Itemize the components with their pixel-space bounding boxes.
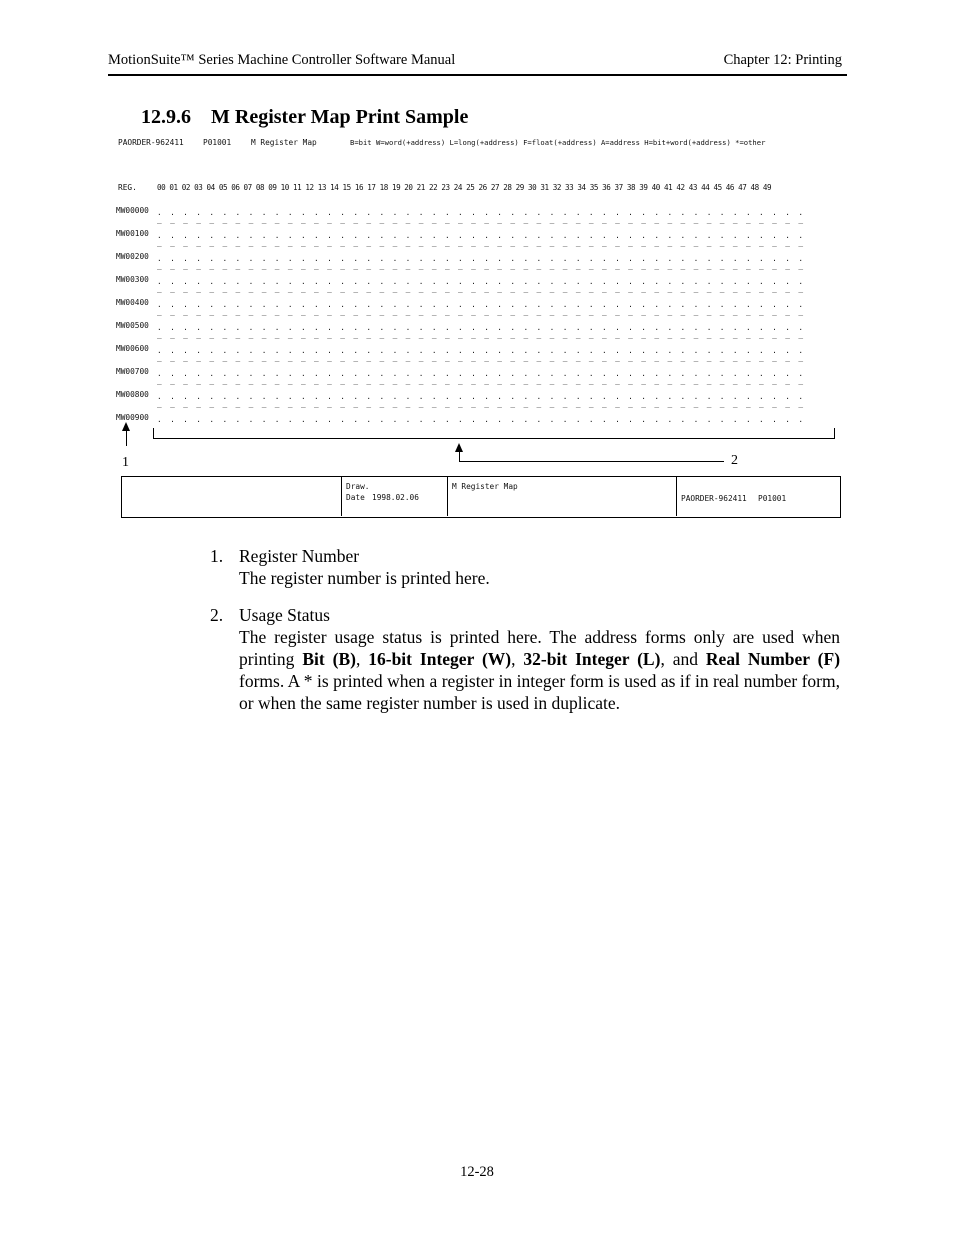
header-rule [108,74,847,76]
printout-program: P01001 [203,138,232,147]
register-row-separator: _ _ _ _ _ _ _ _ _ _ _ _ _ _ _ _ _ _ _ _ _ _ _ _ _ _ _ _ _ _ _ _ _ _ _ _ _ _ _ _ _ _ _ _ _ _ _ _ _ _ [157,284,805,293]
register-row-label: MW00600 [116,344,149,353]
text-run: forms. A * is printed when a register in integer form is used as if in real number form, or when the same register number is used in duplicate. [239,671,840,713]
register-row-label: MW00400 [116,298,149,307]
list-item-number: 2. [210,605,224,625]
text-run: , and [660,649,706,669]
running-header-chapter: Chapter 12: Printing [723,52,842,68]
register-row-label: MW00300 [116,275,149,284]
register-row-label: MW00700 [116,367,149,376]
bold-term-bit: Bit (B) [302,649,356,669]
register-row-dots: . . . . . . . . . . . . . . . . . . . . . . . . . . . . . . . . . . . . . . . . . . . . . . . . . . [157,369,805,378]
printout-title: M Register Map [251,138,317,147]
footer-divider-1 [341,476,342,516]
list-item-heading: Register Number [239,546,360,566]
section-heading [141,106,468,129]
register-row-dots: . . . . . . . . . . . . . . . . . . . . . . . . . . . . . . . . . . . . . . . . . . . . . . . . . . [157,254,805,263]
register-row-label: MW00500 [116,321,149,330]
register-row-dots: . . . . . . . . . . . . . . . . . . . . . . . . . . . . . . . . . . . . . . . . . . . . . . . . . . [157,346,805,355]
register-row-separator: _ _ _ _ _ _ _ _ _ _ _ _ _ _ _ _ _ _ _ _ _ _ _ _ _ _ _ _ _ _ _ _ _ _ _ _ _ _ _ _ _ _ _ _ _ _ _ _ _ _ [157,261,805,270]
register-row-separator: _ _ _ _ _ _ _ _ _ _ _ _ _ _ _ _ _ _ _ _ _ _ _ _ _ _ _ _ _ _ _ _ _ _ _ _ _ _ _ _ _ _ _ _ _ _ _ _ _ _ [157,215,805,224]
footer-draw-label: Draw. [346,482,370,491]
list-item-number: 1. [210,546,224,566]
usage-bracket [153,428,835,439]
callout-2-label: 2 [731,453,738,468]
register-row-dots: . . . . . . . . . . . . . . . . . . . . . . . . . . . . . . . . . . . . . . . . . . . . . . . . . . [157,392,805,401]
register-row-dots: . . . . . . . . . . . . . . . . . . . . . . . . . . . . . . . . . . . . . . . . . . . . . . . . . . [157,323,805,332]
list-item-heading: Usage Status [239,605,330,625]
text-run: , [511,649,524,669]
register-row-separator: _ _ _ _ _ _ _ _ _ _ _ _ _ _ _ _ _ _ _ _ _ _ _ _ _ _ _ _ _ _ _ _ _ _ _ _ _ _ _ _ _ _ _ _ _ _ _ _ _ _ [157,238,805,247]
section-number: 12.9.6 [141,106,191,128]
list-item-text: The register number is printed here. [239,568,490,588]
register-row-label: MW00000 [116,206,149,215]
footer-date-label: Date [346,493,365,502]
printout-legend: B=bit W=word(+address) L=long(+address) F=float(+address) A=address H=bit+word(+address) *=other [350,138,766,147]
register-row-label: MW00200 [116,252,149,261]
bold-term-32bit: 32-bit Integer (L) [523,649,661,669]
register-row-dots: . . . . . . . . . . . . . . . . . . . . . . . . . . . . . . . . . . . . . . . . . . . . . . . . . . [157,300,805,309]
register-row-separator: _ _ _ _ _ _ _ _ _ _ _ _ _ _ _ _ _ _ _ _ _ _ _ _ _ _ _ _ _ _ _ _ _ _ _ _ _ _ _ _ _ _ _ _ _ _ _ _ _ _ [157,376,805,385]
explanation-list [210,545,840,729]
list-item-text [239,626,840,714]
register-row-label: MW00800 [116,390,149,399]
register-row-separator: _ _ _ _ _ _ _ _ _ _ _ _ _ _ _ _ _ _ _ _ _ _ _ _ _ _ _ _ _ _ _ _ _ _ _ _ _ _ _ _ _ _ _ _ _ _ _ _ _ _ [157,399,805,408]
column-numbers: 00 01 02 03 04 05 06 07 08 09 10 11 12 13 14 15 16 17 18 19 20 21 22 23 24 25 26 27 28 29 30 31 32 33 34 35 36 37 38 39 40 41 42 43 44 45 46 47 48 49 [157,183,772,192]
footer-order: PAORDER-962411 [681,494,747,503]
register-row-dots: . . . . . . . . . . . . . . . . . . . . . . . . . . . . . . . . . . . . . . . . . . . . . . . . . . [157,277,805,286]
footer-divider-2 [447,476,448,516]
printout-order: PAORDER-962411 [118,138,184,147]
list-item-usage-status [210,604,840,714]
register-row-separator: _ _ _ _ _ _ _ _ _ _ _ _ _ _ _ _ _ _ _ _ _ _ _ _ _ _ _ _ _ _ _ _ _ _ _ _ _ _ _ _ _ _ _ _ _ _ _ _ _ _ [157,307,805,316]
register-row-dots: . . . . . . . . . . . . . . . . . . . . . . . . . . . . . . . . . . . . . . . . . . . . . . . . . . [157,415,805,424]
text-run: , [355,649,369,669]
footer-divider-3 [676,476,677,516]
register-row-separator: _ _ _ _ _ _ _ _ _ _ _ _ _ _ _ _ _ _ _ _ _ _ _ _ _ _ _ _ _ _ _ _ _ _ _ _ _ _ _ _ _ _ _ _ _ _ _ _ _ _ [157,330,805,339]
text-run: The register usage status is printed here. The address forms only are used when printing [239,627,840,669]
page-number: 12-28 [460,1164,494,1180]
callout-1-label: 1 [122,455,129,470]
register-row-separator: _ _ _ _ _ _ _ _ _ _ _ _ _ _ _ _ _ _ _ _ _ _ _ _ _ _ _ _ _ _ _ _ _ _ _ _ _ _ _ _ _ _ _ _ _ _ _ _ _ _ [157,353,805,362]
footer-title: M Register Map [452,482,518,491]
register-row-dots: . . . . . . . . . . . . . . . . . . . . . . . . . . . . . . . . . . . . . . . . . . . . . . . . . . [157,231,805,240]
running-header-title: MotionSuite™ Series Machine Controller Software Manual [108,52,456,68]
bold-term-16bit: 16-bit Integer (W) [368,649,512,669]
callout-1-line [126,430,127,446]
bold-term-real: Real Number (F) [705,649,841,669]
footer-date-value: 1998.02.06 [372,493,419,502]
register-row-label: MW00900 [116,413,149,422]
column-header-label: REG. [118,183,137,192]
register-row-label: MW00100 [116,229,149,238]
footer-program: P01001 [758,494,787,503]
callout-2-line-horizontal [459,461,724,462]
register-row-dots: . . . . . . . . . . . . . . . . . . . . . . . . . . . . . . . . . . . . . . . . . . . . . . . . . . [157,208,805,217]
section-title: M Register Map Print Sample [211,106,469,128]
list-item-register-number [210,545,840,589]
